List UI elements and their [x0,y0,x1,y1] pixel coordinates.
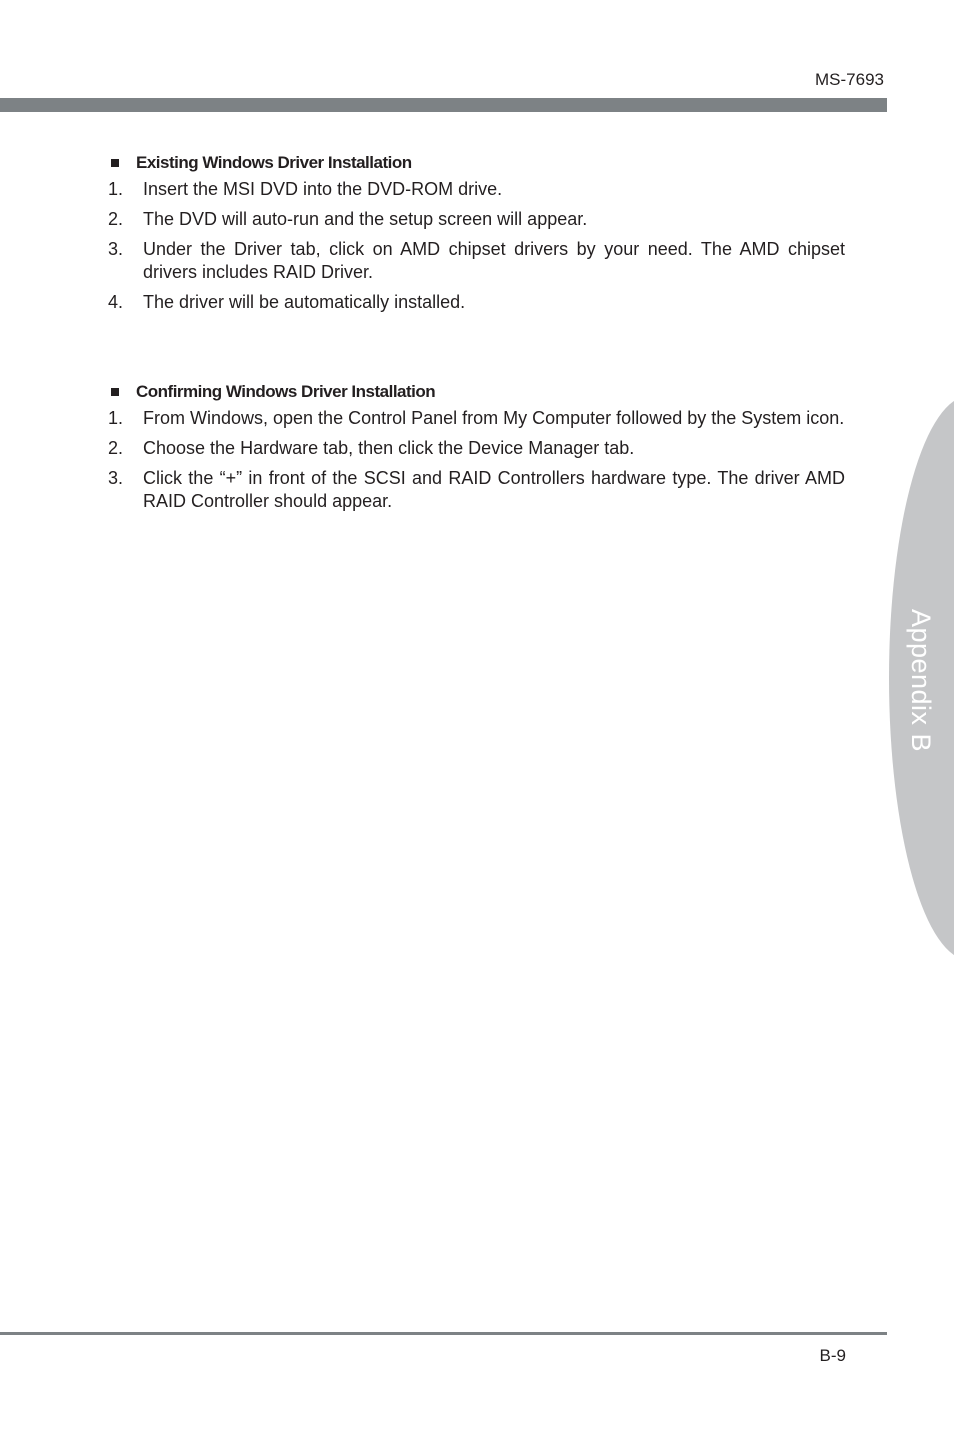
section-existing-driver-installation [108,152,845,321]
list-item [108,437,845,460]
list-item [108,208,845,231]
list-item [108,238,845,284]
step-number: 4. [108,292,124,312]
steps-list [108,407,845,513]
step-number: 3. [108,468,124,488]
list-item [108,178,845,201]
steps-list [108,178,845,314]
square-bullet-icon [111,388,119,396]
square-bullet-icon [111,159,119,167]
model-number: MS-7693 [815,70,884,89]
page-number: B-9 [819,1346,846,1365]
step-text: Under the Driver tab, click on AMD chipset drivers by your need. The AMD chipset drivers includes RAID Driver. [143,239,845,282]
header-bar [0,98,887,112]
step-text: Insert the MSI DVD into the DVD-ROM drive. [143,179,503,199]
list-item [108,407,845,430]
step-text: The DVD will auto-run and the setup screen will appear. [143,209,588,229]
step-number: 3. [108,239,124,259]
section-heading [108,381,845,403]
appendix-tab-label: Appendix B [906,608,937,752]
appendix-tab-label-wrap [888,600,954,760]
step-number: 1. [108,408,124,428]
step-number: 1. [108,179,124,199]
step-text: From Windows, open the Control Panel from My Computer followed by the System icon. [143,408,845,428]
step-text: Choose the Hardware tab, then click the Device Manager tab. [143,438,635,458]
step-number: 2. [108,438,124,458]
step-number: 2. [108,209,124,229]
list-item [108,467,845,513]
list-item [108,291,845,314]
section-heading-text: Confirming Windows Driver Installation [136,382,436,401]
step-text: Click the “+” in front of the SCSI and RAID Controllers hardware type. The driver AMD RAID Controller should appear. [143,468,845,511]
section-confirming-driver-installation [108,381,845,520]
step-text: The driver will be automatically installed. [143,292,466,312]
section-heading [108,152,845,174]
footer-rule [0,1332,887,1335]
section-heading-text: Existing Windows Driver Installation [136,153,412,172]
